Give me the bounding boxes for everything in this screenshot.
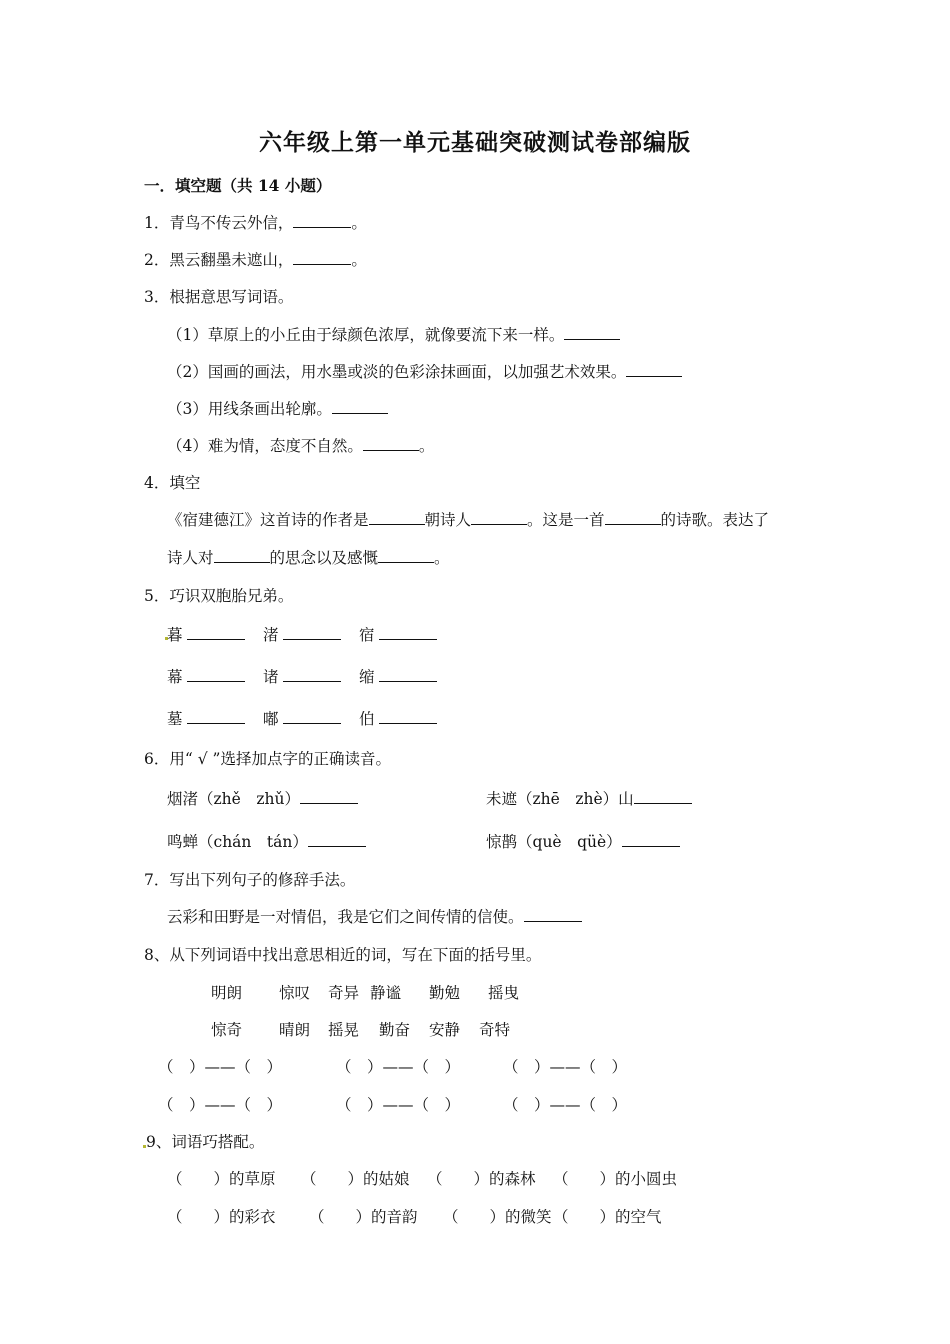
match-item[interactable]: （ ）的空气 (553, 1208, 662, 1226)
question-3-item-2: （2）国画的画法，用水墨或淡的色彩涂抹画面，以加强艺术效果。 (167, 362, 682, 382)
char-item: 幕 (167, 667, 245, 687)
answer-blank[interactable] (369, 510, 425, 525)
pinyin-item: 惊鹊（què qüè） (486, 832, 680, 852)
answer-blank[interactable] (214, 548, 270, 563)
answer-blank[interactable] (283, 709, 341, 724)
word-item: 勤勉 (429, 984, 461, 1002)
pinyin-item: 烟渚（zhě zhǔ） (167, 789, 358, 809)
char-item: 渚 (263, 625, 341, 645)
answer-blank[interactable] (379, 667, 437, 682)
answer-blank[interactable] (605, 510, 661, 525)
word-item: 晴朗 (279, 1021, 311, 1039)
section-heading: 一．填空题（共 14 小题） (144, 176, 332, 195)
question-3-item-4: （4）难为情，态度不自然。 。 (167, 437, 435, 455)
pinyin-item: 鸣蝉（chán tán） (167, 832, 366, 852)
match-item[interactable]: （ ）的姑娘 (301, 1170, 410, 1188)
pair-blank[interactable]: （ ）——（ ） (158, 1058, 283, 1076)
match-item[interactable]: （ ）的彩衣 (167, 1208, 276, 1226)
word-item: 摇曳 (488, 984, 520, 1002)
answer-blank[interactable] (283, 625, 341, 640)
question-3: 3．根据意思写词语。 (144, 288, 294, 306)
answer-blank[interactable] (187, 667, 245, 682)
answer-blank[interactable] (379, 625, 437, 640)
char-item: 暮 (167, 625, 245, 645)
match-item[interactable]: （ ）的草原 (167, 1170, 276, 1188)
word-item: 惊奇 (211, 1021, 243, 1039)
word-item: 奇特 (479, 1021, 511, 1039)
question-7: 7．写出下列句子的修辞手法。 (144, 871, 356, 889)
match-item[interactable]: （ ）的音韵 (309, 1208, 418, 1226)
question-6: 6．用“ √ ”选择加点字的正确读音。 (144, 750, 391, 768)
question-1: 1．青鸟不传云外信， 。 (144, 214, 367, 232)
answer-blank[interactable] (187, 625, 245, 640)
answer-blank[interactable] (524, 907, 582, 922)
pair-blank[interactable]: （ ）——（ ） (158, 1096, 283, 1114)
pair-blank[interactable]: （ ）——（ ） (336, 1058, 461, 1076)
word-item: 安静 (429, 1021, 461, 1039)
question-3-item-3: （3）用线条画出轮廓。 (167, 399, 388, 419)
answer-blank[interactable] (300, 789, 358, 804)
word-item: 勤奋 (379, 1021, 411, 1039)
answer-blank[interactable] (471, 510, 527, 525)
answer-blank[interactable] (293, 250, 351, 265)
match-item[interactable]: （ ）的森林 (427, 1170, 536, 1188)
word-item: 惊叹 (279, 984, 311, 1002)
question-4-line-1: 《宿建德江》这首诗的作者是 朝诗人 。这是一首 的诗歌。表达了 (167, 511, 770, 529)
question-8: 8、从下列词语中找出意思相近的词，写在下面的括号里。 (144, 946, 542, 964)
answer-blank[interactable] (634, 789, 692, 804)
char-item: 诸 (263, 667, 341, 687)
word-item: 明朗 (211, 984, 243, 1002)
char-item: 墓 (167, 709, 245, 729)
pinyin-item: 未遮（zhē zhè）山 (486, 789, 692, 809)
pair-blank[interactable]: （ ）——（ ） (336, 1096, 461, 1114)
word-item: 静谧 (370, 984, 402, 1002)
answer-blank[interactable] (379, 709, 437, 724)
answer-blank[interactable] (626, 362, 682, 377)
answer-blank[interactable] (187, 709, 245, 724)
question-4-line-2: 诗人对 的思念以及感慨 。 (167, 549, 450, 567)
char-item: 宿 (359, 625, 437, 645)
question-7-sentence: 云彩和田野是一对情侣，我是它们之间传情的信使。 (167, 907, 582, 927)
question-4: 4．填空 (144, 474, 201, 492)
char-item: 缩 (359, 667, 437, 687)
answer-blank[interactable] (283, 667, 341, 682)
answer-blank[interactable] (332, 399, 388, 414)
answer-blank[interactable] (293, 213, 351, 228)
answer-blank[interactable] (308, 832, 366, 847)
answer-blank[interactable] (622, 832, 680, 847)
question-9: 9、词语巧搭配。 (146, 1133, 265, 1151)
word-item: 摇晃 (328, 1021, 360, 1039)
match-item[interactable]: （ ）的小圆虫 (553, 1170, 678, 1188)
answer-blank[interactable] (564, 325, 620, 340)
char-item: 伯 (359, 709, 437, 729)
question-2: 2．黑云翻墨未遮山， 。 (144, 251, 367, 269)
page-title: 六年级上第一单元基础突破测试卷部编版 (259, 129, 691, 156)
answer-blank[interactable] (363, 436, 419, 451)
match-item[interactable]: （ ）的微笑 (443, 1208, 552, 1226)
question-5: 5．巧识双胞胎兄弟。 (144, 587, 294, 605)
answer-blank[interactable] (378, 548, 434, 563)
pair-blank[interactable]: （ ）——（ ） (503, 1096, 628, 1114)
question-3-item-1: （1）草原上的小丘由于绿颜色浓厚，就像要流下来一样。 (167, 325, 620, 345)
word-item: 奇异 (328, 984, 360, 1002)
char-item: 嘟 (263, 709, 341, 729)
pair-blank[interactable]: （ ）——（ ） (503, 1058, 628, 1076)
